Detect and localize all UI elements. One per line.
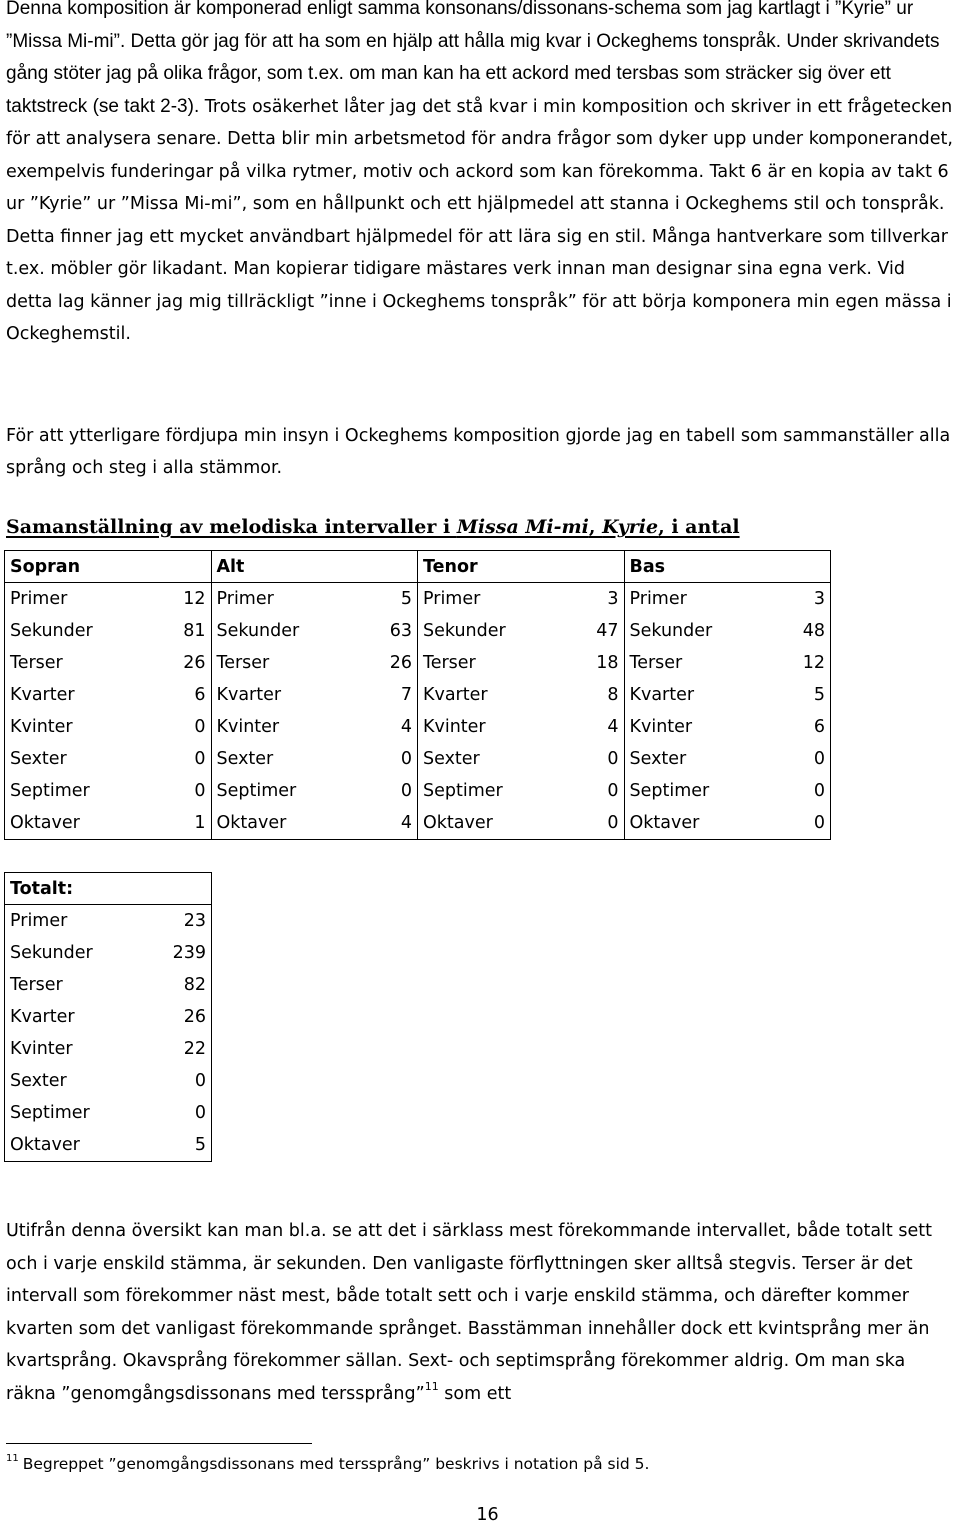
interval-label: Kvinter (10, 717, 73, 737)
table-cell (624, 647, 831, 679)
interval-count: 0 (194, 749, 206, 769)
total-interval-table (4, 872, 212, 1162)
interval-count: 0 (194, 717, 206, 737)
table-cell (418, 615, 625, 647)
table-row (5, 1129, 212, 1162)
interval-count: 18 (596, 653, 619, 673)
interval-count: 0 (400, 781, 412, 801)
table-cell (211, 743, 418, 775)
table-heading-prefix: Samanställning av melodiska intervaller i (6, 516, 457, 538)
interval-label: Sekunder (629, 621, 713, 641)
interval-count: 8 (607, 685, 619, 705)
table-cell (624, 583, 831, 616)
header-sopran: Sopran (5, 551, 212, 583)
table-heading-movement: Kyrie (602, 516, 659, 538)
table-row (5, 807, 831, 840)
total-interval-label: Kvinter (10, 1039, 73, 1059)
interval-label: Oktaver (216, 813, 287, 833)
footnote-reference: 11 (424, 1379, 439, 1393)
table-row (5, 1065, 212, 1097)
table-row (5, 1097, 212, 1129)
table-cell (624, 679, 831, 711)
interval-count: 0 (607, 781, 619, 801)
total-interval-label: Sekunder (10, 943, 93, 963)
voice-interval-table (4, 550, 831, 840)
interval-label: Oktaver (629, 813, 700, 833)
interval-label: Kvinter (423, 717, 486, 737)
footnote-number: 11 (6, 1453, 19, 1464)
table-cell (418, 743, 625, 775)
interval-label: Kvarter (216, 685, 282, 705)
interval-label: Septimer (10, 781, 90, 801)
interval-label: Septimer (423, 781, 503, 801)
total-header: Totalt: (5, 873, 212, 905)
table-cell (211, 807, 418, 840)
interval-label: Terser (10, 653, 63, 673)
interval-count: 5 (813, 685, 825, 705)
conclusion-paragraph (6, 1215, 956, 1410)
interval-count: 4 (400, 813, 412, 833)
interval-label: Sexter (10, 749, 67, 769)
table-row (5, 775, 831, 807)
interval-count: 7 (400, 685, 412, 705)
interval-count: 12 (183, 589, 206, 609)
interval-count: 0 (813, 749, 825, 769)
conclusion-tail: som ett (438, 1383, 512, 1404)
total-table-header-row (5, 873, 212, 905)
intro-paragraph-part-2: Trots osäkerhet låter jag det stå kvar i min komposition och skriver in ett frågetecken för att analysera senare. Detta blir min arbetsmetod för andra frågor som dyker upp under komponerandet, exempelvis funderingar på vilka rytmer, motiv och ackord som kan förekomma. Takt 6 är en kopia av takt 6 ur ”Kyrie” ur ”Missa Mi-mi”, som en hållpunkt och ett hjälpmedel att stanna i Ockeghems stil och tonspråk. Detta finner jag ett mycket användbart hjälpmedel för att lära sig en stil. Många hantverkare som tillverkar t.ex. möbler gör likadant. Man kopierar tidigare mästares verk innan man designar sina egna verk. Vid detta lag känner jag mig tillräckligt ”inne i Ockeghems tonspråk” för att börja komponera min egen mässa i Ockeghemstil. (6, 96, 953, 344)
interval-count: 4 (607, 717, 619, 737)
total-interval-count: 82 (183, 975, 206, 995)
interval-label: Sekunder (423, 621, 506, 641)
table-cell (5, 583, 212, 616)
total-interval-count: 5 (194, 1135, 206, 1155)
table-row (5, 615, 831, 647)
interval-label: Kvinter (216, 717, 280, 737)
total-interval-label: Oktaver (10, 1135, 80, 1155)
total-interval-count: 0 (194, 1103, 206, 1123)
interval-label: Septimer (629, 781, 710, 801)
interval-label: Sekunder (216, 621, 300, 641)
table-heading-comma: , (588, 516, 603, 538)
table-cell (5, 969, 212, 1001)
interval-count: 0 (400, 749, 412, 769)
interval-count: 0 (607, 813, 619, 833)
second-paragraph: För att ytterligare fördjupa min insyn i Ockeghems komposition gjorde jag en tabell som sammanställer alla språng och steg i alla stämmor. (6, 426, 951, 478)
table-cell (5, 1129, 212, 1162)
interval-label: Primer (629, 589, 687, 609)
interval-label: Septimer (216, 781, 297, 801)
interval-count: 0 (194, 781, 206, 801)
interval-label: Sexter (629, 749, 687, 769)
header-tenor: Tenor (418, 551, 625, 583)
interval-count: 3 (607, 589, 619, 609)
footnote-text: Begreppet ”genomgångsdissonans med terssprång” beskrivs i notation på sid 5. (22, 1455, 650, 1473)
table-row (5, 583, 831, 616)
interval-count: 6 (194, 685, 206, 705)
header-bas: Bas (624, 551, 831, 583)
intro-paragraph (6, 0, 956, 351)
footnote (6, 1455, 649, 1473)
interval-count: 81 (183, 621, 206, 641)
interval-count: 3 (813, 589, 825, 609)
total-interval-label: Sexter (10, 1071, 67, 1091)
table-cell (418, 647, 625, 679)
conclusion-text: Utifrån denna översikt kan man bl.a. se att det i särklass mest förekommande intervallet, både totalt sett och i varje enskild stämma, är sekunden. Den vanligaste förflyttningen sker alltså stegvis. Terser är det intervall som förekommer näst mest, både totalt sett och i varje enskild stämma, och därefter kommer kvarten som det vanligast förekommande språnget. Basstämman innehåller dock ett kvintsprång mer än kvartsprång. Okavsprång förekommer sällan. Sext- och septimsprång förekommer aldrig. Om man ska räkna ”genomgångsdissonans med terssprång” (6, 1221, 932, 1404)
table-cell (624, 743, 831, 775)
table-row (5, 969, 212, 1001)
table-cell (418, 679, 625, 711)
interval-count: 0 (813, 781, 825, 801)
interval-label: Sexter (216, 749, 274, 769)
table-cell (624, 711, 831, 743)
total-interval-count: 22 (183, 1039, 206, 1059)
interval-label: Terser (629, 653, 683, 673)
table-cell (5, 1065, 212, 1097)
interval-label: Primer (10, 589, 68, 609)
table-row (5, 937, 212, 969)
table-cell (5, 647, 212, 679)
table-row (5, 905, 212, 938)
interval-count: 12 (802, 653, 825, 673)
table-cell (211, 711, 418, 743)
total-interval-label: Primer (10, 911, 68, 931)
interval-count: 1 (194, 813, 206, 833)
interval-label: Terser (423, 653, 476, 673)
table-cell (5, 711, 212, 743)
interval-count: 0 (607, 749, 619, 769)
total-interval-count: 23 (183, 911, 206, 931)
interval-label: Sekunder (10, 621, 93, 641)
table-cell (5, 1001, 212, 1033)
interval-count: 48 (802, 621, 825, 641)
interval-label: Primer (423, 589, 481, 609)
intro-paragraph-part-1: Denna komposition är komponerad enligt samma konsonans/dissonans-schema som jag kartlagt i ”Kyrie” ur ”Missa Mi-mi”. Detta gör jag för att ha som en hjälp att hålla mig kvar i Ockeghems tonspråk. Under skrivandets gång stöter jag på olika frågor, som t.ex. om man kan ha ett ackord med tersbas som sträcker sig över ett taktstreck (se takt 2-3). (6, 0, 940, 117)
table-cell (5, 937, 212, 969)
table-cell (211, 615, 418, 647)
interval-count: 5 (400, 589, 412, 609)
footnote-separator (6, 1443, 312, 1444)
table-cell (5, 1097, 212, 1129)
interval-label: Oktaver (10, 813, 80, 833)
table-cell (418, 775, 625, 807)
voice-table-header-row (5, 551, 831, 583)
total-interval-count: 0 (194, 1071, 206, 1091)
interval-count: 0 (813, 813, 825, 833)
total-interval-count: 239 (172, 943, 206, 963)
table-cell (418, 583, 625, 616)
total-interval-label: Terser (10, 975, 63, 995)
interval-label: Kvarter (629, 685, 695, 705)
interval-label: Kvarter (10, 685, 75, 705)
table-row (5, 679, 831, 711)
total-interval-label: Septimer (10, 1103, 90, 1123)
table-row (5, 1033, 212, 1065)
interval-count: 26 (389, 653, 412, 673)
interval-count: 4 (400, 717, 412, 737)
table-cell (5, 743, 212, 775)
interval-label: Oktaver (423, 813, 493, 833)
table-cell (5, 615, 212, 647)
page-number: 16 (476, 1505, 499, 1525)
interval-count: 63 (389, 621, 412, 641)
table-row (5, 647, 831, 679)
table-cell (5, 1033, 212, 1065)
table-cell (211, 647, 418, 679)
table-row (5, 1001, 212, 1033)
table-cell (5, 807, 212, 840)
table-cell (418, 711, 625, 743)
table-cell (5, 775, 212, 807)
table-cell (211, 679, 418, 711)
interval-label: Primer (216, 589, 274, 609)
table-cell (624, 807, 831, 840)
table-row (5, 743, 831, 775)
table-cell (624, 775, 831, 807)
total-interval-count: 26 (183, 1007, 206, 1027)
interval-label: Terser (216, 653, 270, 673)
interval-count: 47 (596, 621, 619, 641)
interval-label: Kvarter (423, 685, 488, 705)
table-heading (6, 516, 740, 538)
table-heading-suffix: , i antal (658, 516, 740, 538)
table-cell (5, 905, 212, 938)
interval-label: Sexter (423, 749, 480, 769)
table-cell (211, 775, 418, 807)
table-cell (418, 807, 625, 840)
interval-label: Kvinter (629, 717, 693, 737)
table-cell (624, 615, 831, 647)
total-interval-label: Kvarter (10, 1007, 75, 1027)
interval-count: 26 (183, 653, 206, 673)
table-heading-work: Missa Mi-mi (456, 516, 589, 538)
table-cell (211, 583, 418, 616)
table-cell (5, 679, 212, 711)
table-row (5, 711, 831, 743)
interval-count: 6 (813, 717, 825, 737)
header-alt: Alt (211, 551, 418, 583)
